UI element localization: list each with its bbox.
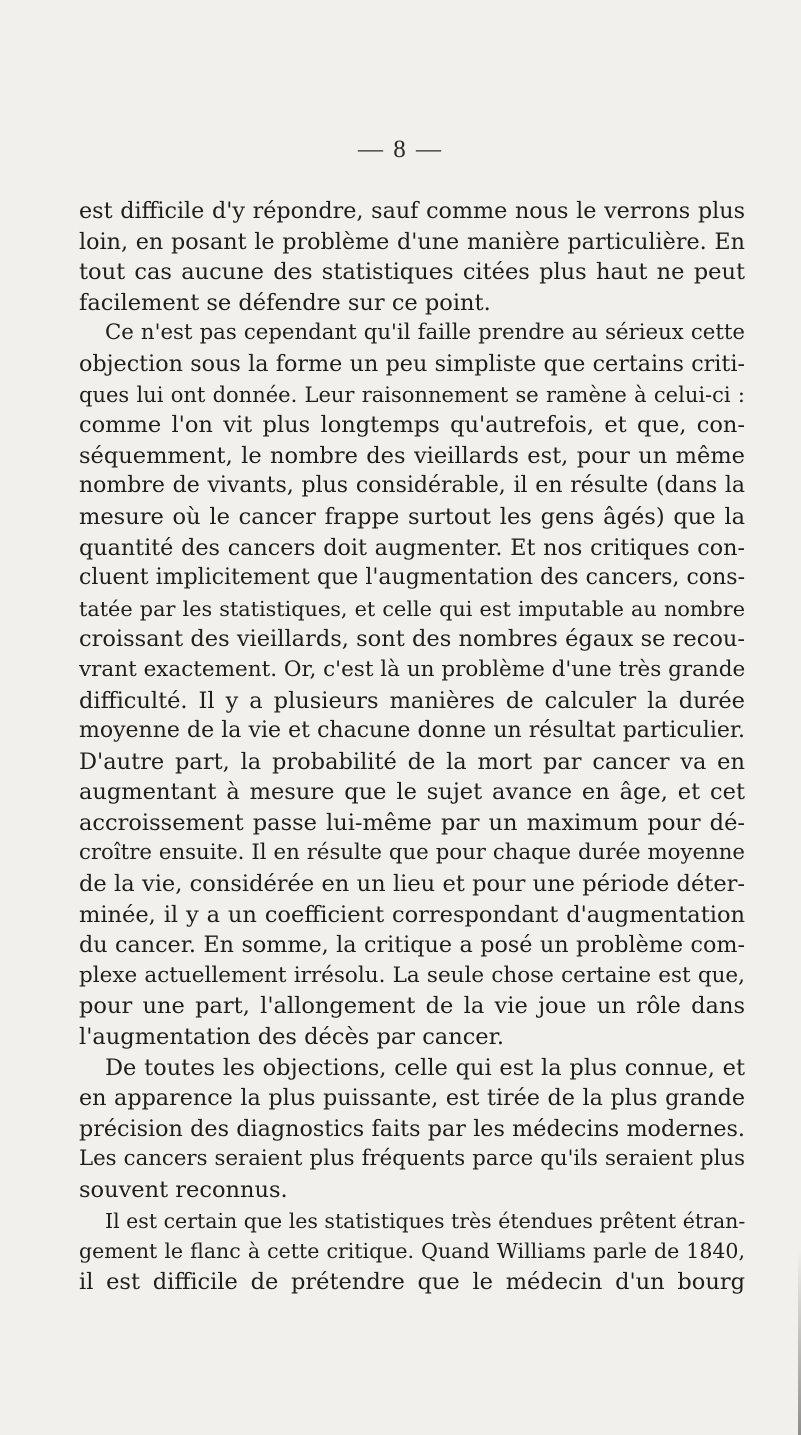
text-line: vrant exactement. Or, c'est là un problème d'une très grande bbox=[79, 656, 745, 682]
text-line: nombre de vivants, plus considérable, il en résulte (dans la bbox=[79, 473, 745, 499]
text-line: quantité des cancers doit augmenter. Et nos critiques con- bbox=[79, 534, 745, 561]
text-line: augmentant à mesure que le sujet avance en âge, et cet bbox=[79, 779, 745, 806]
text-line: mesure où le cancer frappe surtout les gens âgés) que la bbox=[79, 503, 745, 530]
text-line: D'autre part, la probabilité de la mort par cancer va en bbox=[79, 748, 745, 775]
text-line: de la vie, considérée en un lieu et pour une période déter- bbox=[79, 871, 745, 898]
text-line: difficulté. Il y a plusieurs manières de calculer la durée bbox=[79, 687, 745, 714]
text-line: Il est certain que les statistiques très étendues prêtent étran- bbox=[105, 1208, 745, 1233]
text-line: facilement se défendre sur ce point. bbox=[79, 289, 491, 316]
text-line: souvent reconnus. bbox=[79, 1177, 288, 1203]
text-line: loin, en posant le problème d'une manière particulière. En bbox=[79, 228, 745, 255]
text-line: l'augmentation des décès par cancer. bbox=[79, 1024, 505, 1051]
text-line: Ce n'est pas cependant qu'il faille prendre au sérieux cette bbox=[105, 320, 745, 346]
text-line: tout cas aucune des statistiques citées plus haut ne peut bbox=[79, 259, 745, 286]
text-line: du cancer. En somme, la critique a posé un problème com- bbox=[79, 932, 745, 959]
text-line: est difficile d'y répondre, sauf comme nous le verrons plus bbox=[79, 198, 745, 224]
text-line: accroissement passe lui-même par un maximum pour dé- bbox=[79, 809, 745, 836]
text-line: précision des diagnostics faits par les médecins modernes. bbox=[79, 1115, 745, 1142]
text-line: comme l'on vit plus longtemps qu'autrefois, et que, con- bbox=[79, 412, 745, 439]
page-number: — 8 — bbox=[358, 136, 443, 163]
text-line: objection sous la forme un peu simpliste que certains criti- bbox=[79, 350, 745, 377]
text-line: en apparence la plus puissante, est tirée de la plus grande bbox=[79, 1085, 745, 1112]
text-line: croissant des vieillards, sont des nombres égaux se recou- bbox=[79, 626, 745, 653]
body-text bbox=[79, 196, 745, 1297]
text-line: De toutes les objections, celle qui est la plus connue, et bbox=[105, 1054, 745, 1081]
text-line: séquemment, le nombre des vieillards est, pour un même bbox=[79, 442, 745, 469]
text-line: pour une part, l'allongement de la vie joue un rôle dans bbox=[79, 993, 745, 1020]
text-line: cluent implicitement que l'augmentation des cancers, cons- bbox=[79, 565, 745, 591]
text-line: ques lui ont donnée. Leur raisonnement se ramène à celui-ci : bbox=[79, 382, 745, 407]
text-line: tatée par les statistiques, et celle qui est imputable au nombre bbox=[79, 596, 745, 621]
text-line: gement le flanc à cette critique. Quand Williams parle de 1840, bbox=[79, 1239, 745, 1264]
text-line: minée, il y a un coefficient correspondant d'augmentation bbox=[79, 901, 745, 928]
text-line: Les cancers seraient plus fréquents parce qu'ils seraient plus bbox=[79, 1146, 745, 1172]
text-line: il est difficile de prétendre que le médecin d'un bourg bbox=[79, 1268, 745, 1295]
text-line: croître ensuite. Il en résulte que pour chaque durée moyenne bbox=[79, 840, 745, 866]
text-line: moyenne de la vie et chacune donne un résultat particulier. bbox=[79, 718, 745, 744]
text-line: plexe actuellement irrésolu. La seule chose certaine est que, bbox=[79, 962, 745, 988]
